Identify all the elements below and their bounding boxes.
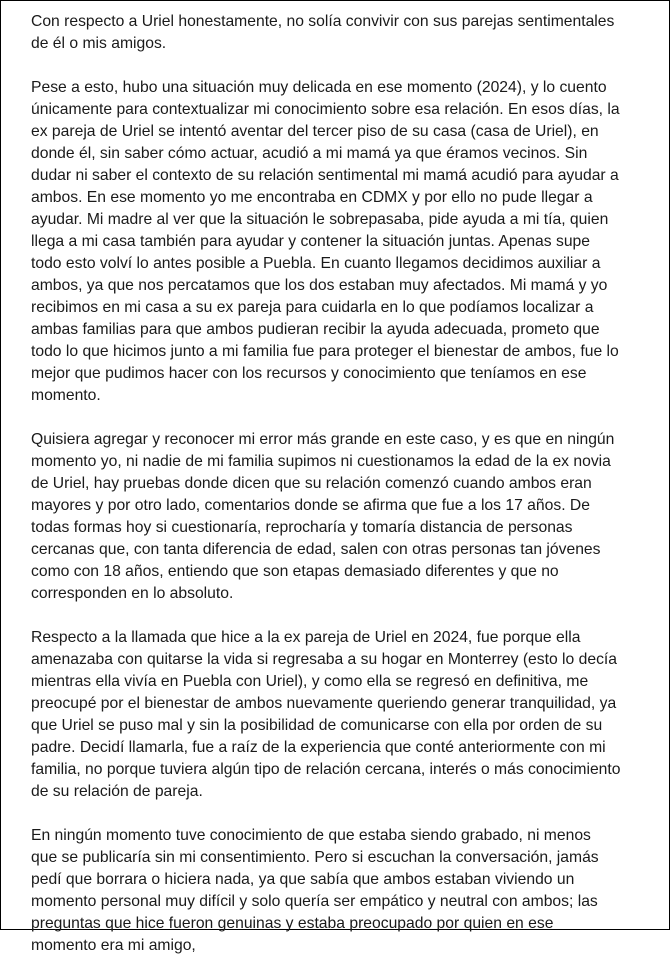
paragraph-5 [31,825,651,957]
text-line: momento era mi amigo, [31,937,196,954]
text-line: familia, no porque tuviera algún tipo de relación cercana, interés o más conocimiento [31,761,621,778]
text-line: únicamente para contextualizar mi conocimiento sobre esa relación. En esos días, la [31,101,620,118]
text-line: Quisiera agregar y reconocer mi error más grande en este caso, y es que en ningún [31,431,615,448]
text-line: ayudar. Mi madre al ver que la situación le sobrepasaba, pide ayuda a mi tía, quien [31,211,609,228]
text-line: recibimos en mi casa a su ex pareja para cuidarla en lo que podíamos localizar a [31,299,594,316]
paragraph-4 [31,627,651,803]
text-line: padre. Decidí llamarla, fue a raíz de la experiencia que conté anteriormente con mi [31,739,606,756]
text-line: mientras ella vivía en Puebla con Uriel), y como ella se regresó en definitiva, me [31,673,589,690]
text-line: de Uriel, hay pruebas donde dicen que su relación comenzó cuando ambos eran [31,475,592,492]
text-line: momento yo, ni nadie de mi familia supimos ni cuestionamos la edad de la ex novia [31,453,611,470]
paragraph-2 [31,77,651,407]
text-line: ambas familias para que ambos pudieran recibir la ayuda adecuada, prometo que [31,321,600,338]
paragraph-3 [31,429,651,605]
text-line: amenazaba con quitarse la vida si regresaba a su hogar en Monterrey (esto lo decía [31,651,618,668]
text-line: mayores y por otro lado, comentarios donde se afirma que fue a los 17 años. De [31,497,590,514]
paragraph-1 [31,11,651,55]
text-line: dudar ni saber el contexto de su relación sentimental mi mamá acudió para ayudar a [31,167,619,184]
text-line: como con 18 años, entiendo que son etapas demasiado diferentes y que no [31,563,559,580]
text-line: llega a mi casa también para ayudar y contener la situación juntas. Apenas supe [31,233,590,250]
text-line: preocupé por el bienestar de ambos nuevamente queriendo generar tranquilidad, ya [31,695,617,712]
text-line: corresponden en lo absoluto. [31,585,234,602]
text-line: cercanas que, con tanta diferencia de edad, salen con otras personas tan jóvenes [31,541,601,558]
text-line: momento personal muy difícil y solo quería ser empático y neutral con ambos; las [31,893,598,910]
text-line: de él o mis amigos. [31,35,167,52]
text-line: ambos. En ese momento yo me encontraba en CDMX y por ello no pude llegar a [31,189,593,206]
text-line: ambos, ya que nos percatamos que los dos estaban muy afectados. Mi mamá y yo [31,277,608,294]
text-line: todo esto volví lo antes posible a Puebla. En cuanto llegamos decidimos auxiliar a [31,255,601,272]
text-line: Pese a esto, hubo una situación muy delicada en ese momento (2024), y lo cuento [31,79,607,96]
text-line: En ningún momento tuve conocimiento de que estaba siendo grabado, ni menos [31,827,591,844]
text-line: momento. [31,387,101,404]
text-line: pedí que borrara o hiciera nada, ya que sabía que ambos estaban viviendo un [31,871,575,888]
text-line: ex pareja de Uriel se intentó aventar del tercer piso de su casa (casa de Uriel), en [31,123,599,140]
text-line: preguntas que hice fueron genuinas y estaba preocupado por quien en ese [31,915,554,932]
text-line: todas formas hoy si cuestionaría, reprocharía y tomaría distancia de personas [31,519,573,536]
text-line: Con respecto a Uriel honestamente, no solía convivir con sus parejas sentimentales [31,13,615,30]
document-body [31,11,651,979]
text-line: que Uriel se puso mal y sin la posibilidad de comunicarse con ella por orden de su [31,717,603,734]
text-line: mejor que pudimos hacer con los recursos y conocimiento que teníamos en ese [31,365,587,382]
text-line: de su relación de pareja. [31,783,203,800]
text-line: todo lo que hicimos junto a mi familia fue para proteger el bienestar de ambos, fue lo [31,343,619,360]
text-line: Respecto a la llamada que hice a la ex pareja de Uriel en 2024, fue porque ella [31,629,581,646]
text-line: donde él, sin saber cómo actuar, acudió a mi mamá ya que éramos vecinos. Sin [31,145,588,162]
text-line: que se publicaría sin mi consentimiento. Pero si escuchan la conversación, jamás [31,849,599,866]
